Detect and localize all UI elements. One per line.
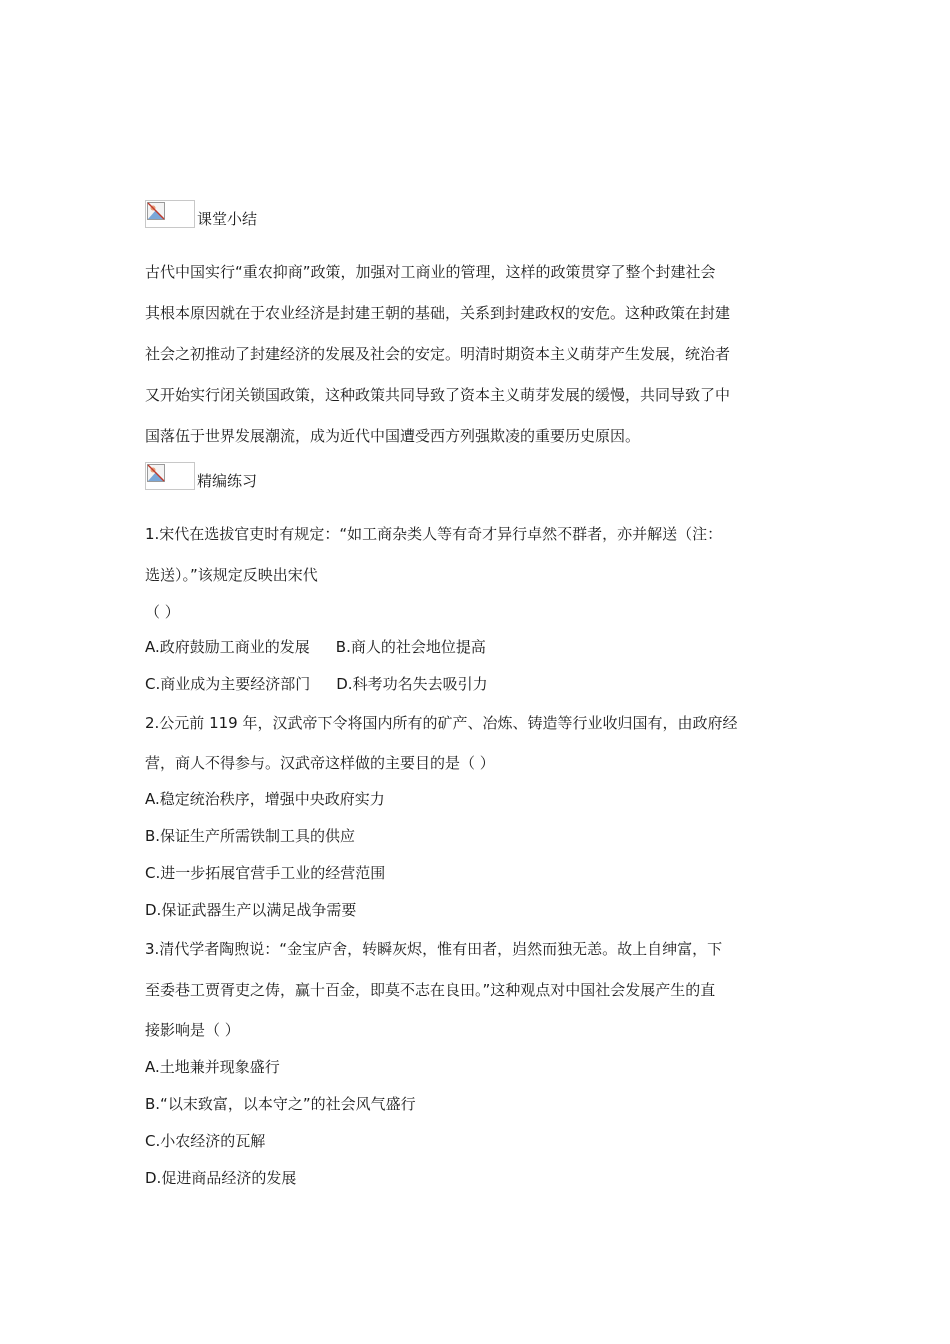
q3-option-c: C.小农经济的瓦解 bbox=[145, 1132, 266, 1150]
q2-option-c: C.进一步拓展官营手工业的经营范围 bbox=[145, 864, 386, 882]
q1-option-a: A.政府鼓励工商业的发展 bbox=[145, 638, 310, 656]
q2-option-a: A.稳定统治秩序，增强中央政府实力 bbox=[145, 790, 385, 808]
q3-option-a: A.土地兼并现象盛行 bbox=[145, 1058, 280, 1076]
q1-options-row-2 bbox=[145, 674, 488, 694]
q3-option-b: B.“以末致富，以本守之”的社会风气盛行 bbox=[145, 1095, 416, 1113]
q3-stem-line-3: 接影响是（ ） bbox=[145, 1021, 240, 1039]
q1-option-d: D.科考功名失去吸引力 bbox=[336, 675, 488, 693]
q3-stem-line-1: 3.清代学者陶煦说：“金宝庐舍，转瞬灰烬，惟有田者，岿然而独无恙。故上自绅富，下 bbox=[145, 940, 723, 958]
q1-answer-blank: （ ） bbox=[145, 603, 180, 621]
summary-line-5: 国落伍于世界发展潮流，成为近代中国遭受西方列强欺凌的重要历史原因。 bbox=[145, 427, 641, 445]
q1-options-row-1 bbox=[145, 637, 486, 657]
summary-line-4: 又开始实行闭关锁国政策，这种政策共同导致了资本主义萌芽发展的缓慢，共同导致了中 bbox=[145, 386, 731, 404]
summary-title: 课堂小结 bbox=[197, 210, 258, 228]
broken-image-icon bbox=[145, 462, 195, 490]
summary-line-1: 古代中国实行“重农抑商”政策，加强对工商业的管理，这样的政策贯穿了整个封建社会 bbox=[145, 263, 716, 281]
practice-heading bbox=[145, 460, 257, 490]
q1-stem-line-2: 选送）。”该规定反映出宋代 bbox=[145, 566, 318, 584]
q1-option-c: C.商业成为主要经济部门 bbox=[145, 675, 311, 693]
summary-line-3: 社会之初推动了封建经济的发展及社会的安定。明清时期资本主义萌芽产生发展，统治者 bbox=[145, 345, 731, 363]
q2-stem-line-1: 2.公元前 119 年，汉武帝下令将国内所有的矿产、冶炼、铸造等行业收归国有，由政府经 bbox=[145, 714, 738, 732]
broken-image-icon bbox=[145, 200, 195, 228]
q2-option-b: B.保证生产所需铁制工具的供应 bbox=[145, 827, 356, 845]
q1-stem-line-1: 1.宋代在选拔官吏时有规定：“如工商杂类人等有奇才异行卓然不群者，亦并解送（注： bbox=[145, 525, 723, 543]
q3-stem-line-2: 至委巷工贾胥吏之俦，赢十百金，即莫不志在良田。”这种观点对中国社会发展产生的直 bbox=[145, 981, 716, 999]
summary-heading bbox=[145, 198, 257, 228]
summary-line-2: 其根本原因就在于农业经济是封建王朝的基础，关系到封建政权的安危。这种政策在封建 bbox=[145, 304, 731, 322]
practice-title: 精编练习 bbox=[197, 472, 258, 490]
q2-option-d: D.保证武器生产以满足战争需要 bbox=[145, 901, 357, 919]
q3-option-d: D.促进商品经济的发展 bbox=[145, 1169, 297, 1187]
q1-option-b: B.商人的社会地位提高 bbox=[335, 638, 486, 656]
q2-stem-line-2: 营，商人不得参与。汉武帝这样做的主要目的是（ ） bbox=[145, 754, 495, 772]
